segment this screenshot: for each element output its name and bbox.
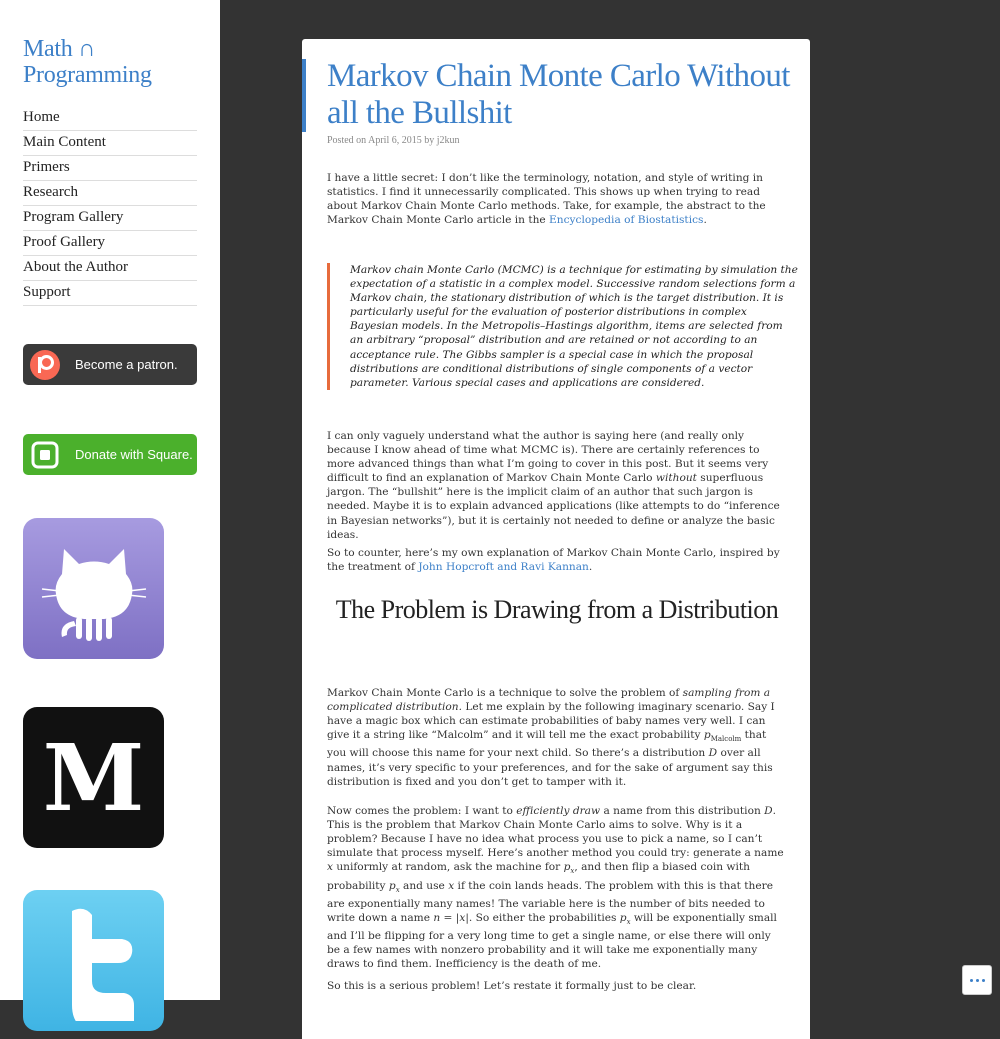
sidebar — [0, 0, 220, 1000]
para4-d: over all names, it’s very specific to your preferences, and for the sake of argument say this distribution is fixed and you don’t get to tamper with it. — [327, 747, 773, 788]
abstract-quote: Markov chain Monte Carlo (MCMC) is a technique for estimating by simulation the expectation of a statistic in a complex model. Successive random selections form a Markov chain, the stationary distribution of which is the target distribution. It is particularly useful for the evaluation of posterior distributions in complex Bayesian models. In the Metropolis–Hastings algorithm, items are selected from an arbitrary “proposal” distribution and are retained or not according to an acceptance rule. The Gibbs sampler is a special case in which the proposal distributions are conditional distributions of single components of a vector parameter. Various special cases and applications are considered. — [327, 263, 798, 390]
para5-em: efficiently draw — [516, 805, 601, 817]
paragraph-problem — [327, 686, 787, 789]
dot-icon — [982, 979, 985, 982]
para5-a: Now comes the problem: I want to — [327, 805, 517, 817]
math-px2-sub: x — [395, 885, 400, 894]
medium-logo-icon: M — [42, 723, 145, 832]
medium-link[interactable] — [23, 707, 164, 848]
para5-h: . So either the probabilities — [468, 911, 620, 924]
dot-icon — [970, 979, 973, 982]
post-meta — [327, 135, 460, 146]
nav-item-main-content[interactable]: Main Content — [23, 131, 197, 156]
site-title[interactable]: Math ∩ Programming — [23, 36, 152, 88]
intro-after: . — [703, 214, 707, 227]
math-p: p — [703, 729, 711, 742]
paragraph-now-comes — [327, 804, 787, 971]
nav-item-support[interactable]: Support — [23, 281, 197, 306]
math-sub-malcolm: Malcolm — [710, 735, 742, 744]
math-px3-sub: x — [626, 917, 631, 926]
para3-b: . — [588, 561, 593, 574]
para3-a: So to counter, here’s my own explanation of Markov Chain Monte Carlo, inspired by the treatment of — [327, 547, 780, 574]
post-author-link[interactable]: j2kun — [436, 135, 460, 146]
math-D: D — [708, 747, 718, 760]
math-D2: D — [764, 805, 773, 817]
patron-label: Become a patron. — [75, 357, 178, 372]
twitter-t-icon — [34, 901, 154, 1021]
more-actions-button[interactable] — [962, 965, 992, 995]
meta-prefix: Posted on — [327, 135, 367, 146]
para5-g: if the coin lands heads. The problem with this is that there are exponentially many names! The variable here is the number of bits needed to write down a name — [327, 879, 773, 924]
encyclopedia-link[interactable]: Encyclopedia of Biostatistics — [549, 214, 704, 227]
para5-c: . This is the problem that Markov Chain Monte Carlo aims to solve. Why is it a problem? Because I have no idea what process you use to pick a name, so I can’t simulate that process myself. Here’s another method you could try: generate a name — [327, 805, 784, 860]
para5-i: will be exponentially small and I’ll be flipping for a very long time to get a single name, or else there will only be a few names with nonzero probability and it will take me exponentially many draws to find them. Inefficiency is the death of me. — [327, 911, 777, 971]
math-px-sub: x — [570, 867, 575, 876]
para4-b: Let me explain by the following imaginary scenario. Say I have a magic box which can estimate probabilities of baby names very well. I can give it a string like “Malcolm” and it will tell me the exact probability — [327, 701, 775, 742]
github-link[interactable] — [23, 518, 164, 659]
article — [302, 39, 810, 1039]
title-accent-bar — [302, 59, 306, 132]
hopcroft-kannan-link[interactable]: John Hopcroft and Ravi Kannan — [418, 561, 589, 574]
meta-by: by — [424, 135, 435, 146]
paragraph-serious: So this is a serious problem! Let’s restate it formally just to be clear. — [327, 980, 697, 992]
para5-d: uniformly at random, ask the machine for — [332, 861, 564, 874]
github-octocat-icon — [34, 529, 154, 649]
para5-f: and use — [399, 879, 449, 892]
para2-em: without — [655, 472, 697, 485]
para2-a: I can only vaguely understand what the author is saying here (and really only because I know ahead of time what MCMC is). There are certainly references to more advanced things than what I’m going to cover in this post. But it seems very difficult to find an explanation of Markov Chain Monte Carlo — [327, 430, 769, 485]
section-heading: The Problem is Drawing from a Distribution — [335, 595, 779, 624]
square-label: Donate with Square. — [75, 447, 193, 462]
math-px2: p — [388, 879, 396, 892]
nav-item-research[interactable]: Research — [23, 181, 197, 206]
donate-square-button[interactable] — [23, 434, 197, 475]
math-n-eq: n = |x| — [433, 911, 469, 924]
nav-item-about-author[interactable]: About the Author — [23, 256, 197, 281]
intro-paragraph — [327, 171, 787, 227]
intro-text: I have a little secret: I don’t like the terminology, notation, and style of writing in statistics. I find it unnecessarily complicated. This shows up when trying to read about Markov Chain Monte Carlo methods. Take, for example, the abstract to the Markov Chain Monte Carlo article in the — [327, 172, 766, 227]
para4-em: sampling from a complicated distribution. — [327, 687, 771, 714]
twitter-link[interactable] — [23, 890, 164, 1031]
post-date-link[interactable]: April 6, 2015 — [368, 135, 422, 146]
math-px: p — [563, 861, 571, 874]
dot-icon — [976, 979, 979, 982]
nav-item-home[interactable]: Home — [23, 106, 197, 131]
nav-item-program-gallery[interactable]: Program Gallery — [23, 206, 197, 231]
para5-e: , and then flip a biased coin with probability — [327, 861, 750, 892]
para4-c: that you will choose this name for your next child. So there’s a distribution — [327, 729, 767, 760]
paragraph-counter — [327, 546, 787, 574]
math-px3: p — [619, 911, 627, 924]
para4-a: Markov Chain Monte Carlo is a technique to solve the problem of — [327, 687, 683, 699]
nav-item-primers[interactable]: Primers — [23, 156, 197, 181]
paragraph-vague — [327, 429, 787, 542]
math-x2: x — [448, 879, 455, 892]
post-title[interactable]: Markov Chain Monte Carlo Without all the Bullshit — [327, 58, 790, 131]
patreon-icon — [29, 349, 61, 381]
main-nav — [23, 106, 197, 306]
para2-b: superfluous jargon. The “bullshit” here is the implicit claim of an author that such jargon is needed. Maybe it is to explain advanced applications (like attempts to do “inference in Bayesian networks”), but it is certainly not needed to define or analyze the basic ideas. — [327, 472, 780, 541]
para5-b: a name from this distribution — [600, 805, 765, 817]
become-patron-button[interactable] — [23, 344, 197, 385]
math-x: x — [327, 861, 333, 874]
nav-item-proof-gallery[interactable]: Proof Gallery — [23, 231, 197, 256]
square-icon — [29, 439, 61, 471]
